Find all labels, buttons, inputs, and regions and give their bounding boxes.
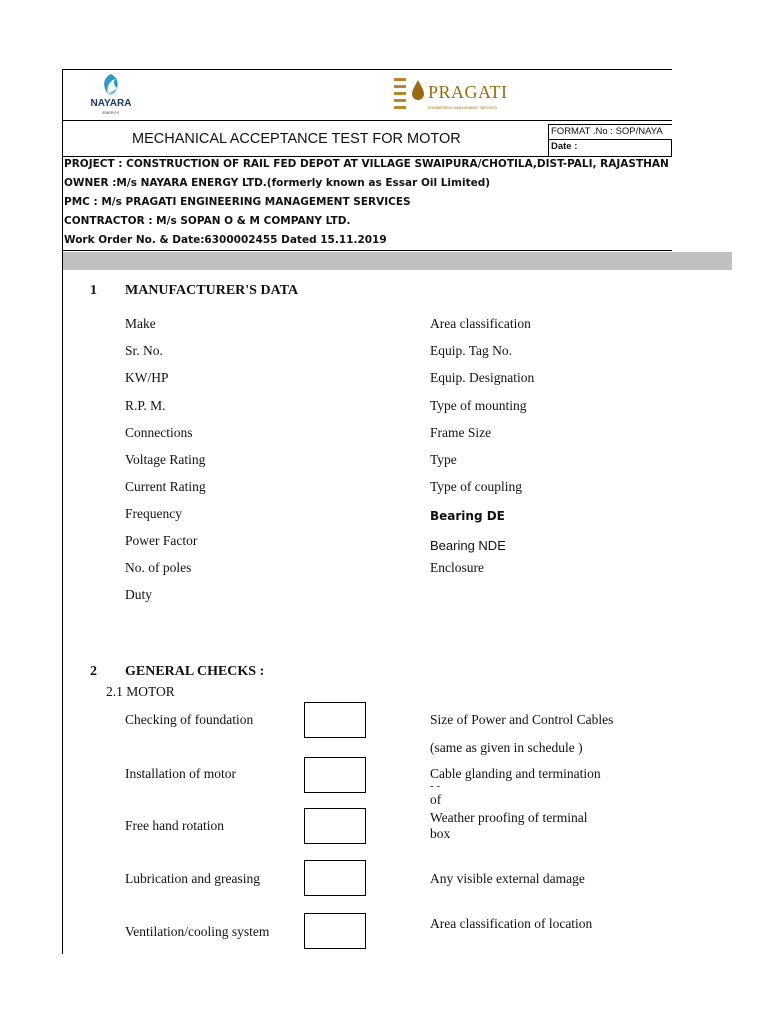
subsection-motor: 2.1 MOTOR bbox=[106, 684, 175, 699]
contractor-line: CONTRACTOR : M/s SOPAN O & M COMPANY LTD. bbox=[64, 215, 351, 227]
page-title: MECHANICAL ACCEPTANCE TEST FOR MOTOR bbox=[132, 131, 461, 147]
pragati-stripes-icon bbox=[394, 78, 408, 112]
title-bottom-line bbox=[62, 156, 672, 157]
field-frame-size: Frame Size bbox=[430, 425, 492, 440]
field-bearing-de: Bearing DE bbox=[430, 509, 505, 523]
nayara-logo bbox=[88, 72, 134, 118]
check-free-hand-rotation: Free hand rotation bbox=[125, 818, 224, 833]
pmc-line: PMC : M/s PRAGATI ENGINEERING MANAGEMENT SERVICES bbox=[64, 196, 411, 208]
pragati-drop-icon bbox=[412, 80, 424, 100]
field-bearing-nde: Bearing NDE bbox=[430, 538, 506, 553]
section2-title: GENERAL CHECKS : bbox=[125, 664, 265, 679]
format-number: FORMAT .No : SOP/NAYA bbox=[551, 126, 663, 137]
check-visible-damage: Any visible external damage bbox=[430, 871, 585, 886]
field-sr-no: Sr. No. bbox=[125, 343, 163, 358]
checkbox-foundation[interactable] bbox=[304, 702, 366, 738]
field-kw-hp: KW/HP bbox=[125, 370, 169, 385]
check-installation: Installation of motor bbox=[125, 766, 236, 781]
check-lubrication: Lubrication and greasing bbox=[125, 871, 260, 886]
format-mid-line bbox=[548, 139, 672, 140]
check-cable-glanding-of: of bbox=[430, 792, 442, 807]
section2-number: 2 bbox=[90, 664, 97, 679]
field-connections: Connections bbox=[125, 425, 193, 440]
check-power-cables-note: (same as given in schedule ) bbox=[430, 740, 583, 755]
check-ventilation: Ventilation/cooling system bbox=[125, 924, 270, 939]
nayara-flame-icon bbox=[88, 72, 134, 98]
checkbox-ventilation[interactable] bbox=[304, 913, 366, 949]
nayara-logo-text: NAYARA bbox=[90, 98, 132, 109]
check-weather-proofing: Weather proofing of terminal bbox=[430, 810, 588, 825]
field-voltage-rating: Voltage Rating bbox=[125, 452, 206, 467]
project-line: PROJECT : CONSTRUCTION OF RAIL FED DEPOT AT VILLAGE SWAIPURA/CHOTILA,DIST-PALI, RAJASTHAN bbox=[64, 158, 669, 170]
field-make: Make bbox=[125, 316, 156, 331]
section1-title: MANUFACTURER'S DATA bbox=[125, 283, 299, 298]
field-duty: Duty bbox=[125, 587, 152, 602]
field-type-of-mounting: Type of mounting bbox=[430, 398, 527, 413]
field-power-factor: Power Factor bbox=[125, 533, 198, 548]
owner-line: OWNER :M/s NAYARA ENERGY LTD.(formerly known as Essar Oil Limited) bbox=[64, 177, 491, 189]
pragati-logo bbox=[394, 76, 506, 116]
gray-band bbox=[63, 252, 732, 270]
date-label: Date : bbox=[551, 141, 578, 152]
field-equip-designation: Equip. Designation bbox=[430, 370, 535, 385]
top-border bbox=[62, 69, 672, 70]
info-bottom-line bbox=[62, 250, 672, 251]
field-frequency: Frequency bbox=[125, 506, 182, 521]
check-weather-proofing-box: box bbox=[430, 826, 451, 841]
pragati-logo-tagline: ENGINEERING MANAGEMENT SERVICES bbox=[428, 106, 498, 110]
check-foundation: Checking of foundation bbox=[125, 712, 254, 727]
field-enclosure: Enclosure bbox=[430, 560, 484, 575]
field-current-rating: Current Rating bbox=[125, 479, 206, 494]
section1-number: 1 bbox=[90, 283, 97, 298]
pragati-logo-text: PRAGATI bbox=[428, 82, 508, 102]
nayara-logo-sub: ENERGY bbox=[102, 110, 120, 115]
check-cable-glanding: Cable glanding and termination bbox=[430, 766, 601, 781]
field-equip-tag-no: Equip. Tag No. bbox=[430, 343, 513, 358]
logo-bottom-line bbox=[62, 120, 672, 121]
check-cable-glanding-dash: - - bbox=[430, 780, 441, 792]
checkbox-lubrication[interactable] bbox=[304, 860, 366, 896]
format-right-line bbox=[671, 139, 672, 156]
check-area-classification-location: Area classification of location bbox=[430, 916, 593, 931]
field-type-of-coupling: Type of coupling bbox=[430, 479, 523, 494]
work-order-line: Work Order No. & Date:6300002455 Dated 15.11.2019 bbox=[64, 234, 387, 246]
left-border bbox=[62, 69, 63, 954]
field-no-of-poles: No. of poles bbox=[125, 560, 192, 575]
field-type: Type bbox=[430, 452, 457, 467]
checkbox-free-hand-rotation[interactable] bbox=[304, 808, 366, 844]
format-top-line bbox=[548, 124, 672, 125]
field-rpm: R.P. M. bbox=[125, 398, 166, 413]
field-area-classification: Area classification bbox=[430, 316, 531, 331]
format-divider bbox=[548, 124, 549, 156]
checkbox-installation[interactable] bbox=[304, 757, 366, 793]
check-power-cables: Size of Power and Control Cables bbox=[430, 712, 614, 727]
